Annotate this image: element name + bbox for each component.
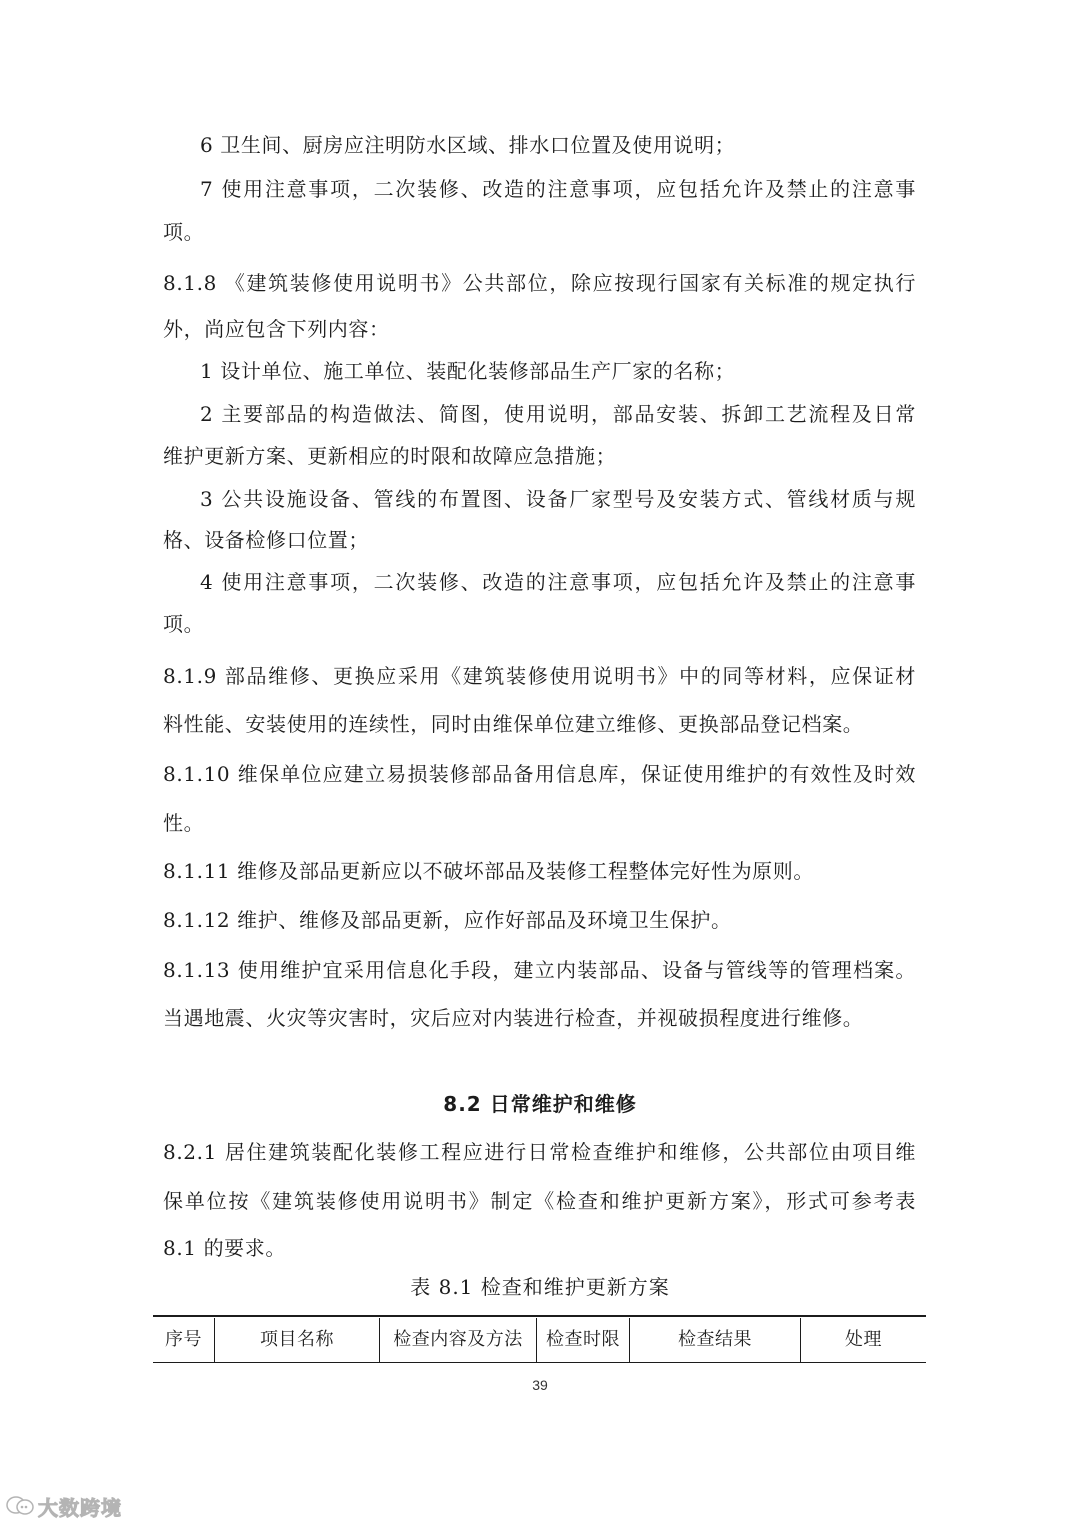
text-line: 维护更新方案、更新相应的时限和故障应急措施； bbox=[163, 444, 617, 468]
speech-bubbles-icon bbox=[6, 1495, 34, 1517]
text-line: 7 使用注意事项，二次装修、改造的注意事项，应包括允许及禁止的注意事 bbox=[200, 177, 916, 201]
list-item: 4 使用注意事项，二次装修、改造的注意事项，应包括允许及禁止的注意事 bbox=[200, 570, 916, 594]
page-number: 39 bbox=[532, 1377, 548, 1393]
table-header-cell: 检查结果 bbox=[630, 1318, 801, 1362]
clause-8-1-9: 8.1.9 部品维修、更换应采用《建筑装修使用说明书》中的同等材料，应保证材 bbox=[163, 664, 916, 688]
text-line: 格、设备检修口位置； bbox=[163, 528, 369, 552]
table-header-rule bbox=[153, 1362, 926, 1363]
text-line: 当遇地震、火灾等灾害时，灾后应对内装进行检查，并视破损程度进行维修。 bbox=[163, 1006, 864, 1030]
text-line: 8.1 的要求。 bbox=[163, 1236, 286, 1260]
table-header-cell: 检查时限 bbox=[537, 1318, 630, 1362]
clause-8-1-12: 8.1.12 维护、维修及部品更新，应作好部品及环境卫生保护。 bbox=[163, 908, 732, 932]
table-top-rule bbox=[153, 1315, 926, 1317]
section-heading: 8.2 日常维护和维修 bbox=[443, 1092, 637, 1116]
text-line: 6 卫生间、厨房应注明防水区域、排水口位置及使用说明； bbox=[200, 133, 736, 157]
watermark-text: 大数跨境 bbox=[38, 1495, 122, 1520]
text-line: 项。 bbox=[163, 612, 205, 636]
clause-8-2-1: 8.2.1 居住建筑装配化装修工程应进行日常检查维护和维修，公共部位由项目维 bbox=[163, 1140, 916, 1164]
text-line: 性。 bbox=[163, 811, 205, 835]
text-line: 外，尚应包含下列内容： bbox=[163, 317, 390, 341]
table-header-cell: 检查内容及方法 bbox=[380, 1318, 537, 1362]
clause-8-1-10: 8.1.10 维保单位应建立易损装修部品备用信息库，保证使用维护的有效性及时效 bbox=[163, 762, 916, 786]
table-header-row bbox=[153, 1318, 926, 1362]
list-item: 1 设计单位、施工单位、装配化装修部品生产厂家的名称； bbox=[200, 359, 736, 383]
text-line: 项。 bbox=[163, 220, 205, 244]
watermark bbox=[6, 1493, 122, 1519]
table-header-cell: 项目名称 bbox=[215, 1318, 380, 1362]
list-item: 3 公共设施设备、管线的布置图、设备厂家型号及安装方式、管线材质与规 bbox=[200, 487, 916, 511]
text-line: 保单位按《建筑装修使用说明书》制定《检查和维护更新方案》，形式可参考表 bbox=[163, 1189, 916, 1213]
clause-8-1-13: 8.1.13 使用维护宜采用信息化手段，建立内装部品、设备与管线等的管理档案。 bbox=[163, 958, 916, 982]
table-header-cell: 序号 bbox=[153, 1318, 215, 1362]
table-caption: 表 8.1 检查和维护更新方案 bbox=[410, 1275, 670, 1299]
table-header-cell: 处理 bbox=[845, 1329, 882, 1350]
clause-8-1-8: 8.1.8 《建筑装修使用说明书》公共部位，除应按现行国家有关标准的规定执行 bbox=[163, 271, 916, 295]
clause-8-1-11: 8.1.11 维修及部品更新应以不破坏部品及装修工程整体完好性为原则。 bbox=[163, 859, 814, 883]
text-line: 料性能、安装使用的连续性，同时由维保单位建立维修、更换部品登记档案。 bbox=[163, 712, 864, 736]
list-item: 2 主要部品的构造做法、简图，使用说明，部品安装、拆卸工艺流程及日常 bbox=[200, 402, 916, 426]
